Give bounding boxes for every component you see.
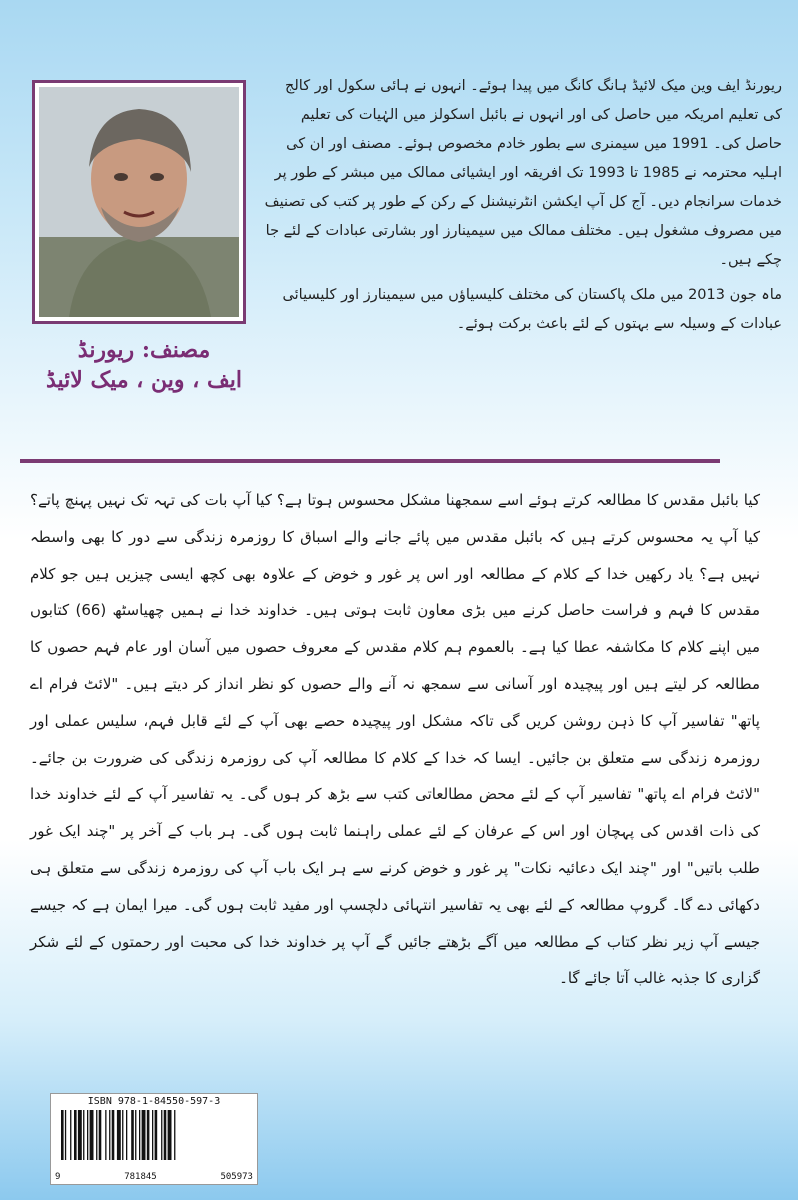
- barcode-digits-mid: 781845: [124, 1172, 157, 1182]
- author-photo-frame: [32, 80, 246, 324]
- barcode-digit-left: 9: [55, 1172, 61, 1182]
- author-portrait-image: [39, 87, 239, 317]
- author-bio: [262, 72, 782, 345]
- isbn-barcode: [50, 1093, 258, 1185]
- bio-paragraph-2: ماہ جون 2013 میں ملک پاکستان کی مختلف کلیسیاؤں میں سیمینارز اور کلیسیائی عبادات کے وسیلہ سے بہتوں کے لئے باعث برکت ہوئے۔: [282, 287, 782, 332]
- barcode-digits: [55, 1172, 253, 1182]
- author-photo: [39, 87, 239, 317]
- bio-paragraph-1: ریورنڈ ایف وین میک لائیڈ ہانگ کانگ میں پیدا ہوئے۔ انہوں نے ہائی سکول اور کالج کی تعلیم امریکہ میں حاصل کی اور انہوں نے بائبل اسکولز میں الہٰیات کی تعلیم حاصل کی۔ 1991 میں سیمنری سے بطور خادم مخصوص ہوئے۔ مصنف اور ان کی اہلیہ محترمہ نے 1985 تا 1993 تک افریقہ اور ایشیائی ممالک میں مبشر کے طور پر خدمات سرانجام دیں۔ آج کل آپ ایکشن انٹرنیشنل کے رکن کے طور پر کتب کی تصنیف میں مصروف مشغول ہیں۔ مختلف ممالک میں سیمینارز اور بشارتی عبادات کے لئے جا چکے ہیں۔: [264, 78, 782, 268]
- description-paragraph: کیا بائبل مقدس کا مطالعہ کرتے ہوئے اسے سمجھنا مشکل محسوس ہوتا ہے؟ کیا آپ بات کی تہہ تک نہیں پہنچ پاتے؟ کیا آپ یہ محسوس کرتے ہیں کہ بائبل مقدس میں پائے جانے والے اسباق کا روزمرہ زندگی سے دور کا بھی واسطہ نہیں ہے؟ یاد رکھیں خدا کے کلام کے مطالعہ اور اس پر غور و خوض کے علاوہ بھی کچھ ایسی چیزیں ہیں جو کلام مقدس کا فہم و فراست حاصل کرنے میں بڑی معاون ثابت ہوتی ہیں۔ خداوند خدا نے ہمیں چھیاسٹھ (66) کتابوں میں اپنے کلام کا مکاشفہ عطا کیا ہے۔ بالعموم ہم کلام مقدس کے معروف حصوں میں آسان اور عام فہم حصوں کا مطالعہ کر لیتے ہیں اور پیچیدہ اور آسانی سے سمجھ نہ آنے والے حصوں کو نظر انداز کر دیتے ہیں۔ "لائٹ فرام اے پاتھ" تفاسیر آپ کا ذہن روشن کریں گی تاکہ مشکل اور پیچیدہ حصے بھی آپ کے لئے قابل فہم، سلیس عملی اور روزمرہ زندگی سے متعلق بن جائیں۔ ایسا کہ خدا کے کلام کا مطالعہ آپ کی روزمرہ زندگی کی ضرورت بن جائے۔ "لائٹ فرام اے پاتھ" تفاسیر آپ کے لئے محض مطالعاتی کتب سے بڑھ کر ہوں گی۔ یہ تفاسیر آپ کے لئے خداوند خدا کی ذات اقدس کی پہچان اور اس کے عرفان کے لئے عملی راہنما ثابت ہوں گی۔ ہر باب کے آخر پر "چند ایک غور طلب باتیں" اور "چند ایک دعائیہ نکات" پر غور و خوض کرنے سے ہر ایک باب آپ کی روزمرہ زندگی سے متعلق ہی دکھائی دے گا۔ گروپ مطالعہ کے لئے بھی یہ تفاسیر انتہائی دلچسپ اور مفید ثابت ہوں گی۔ میرا ایمان ہے کہ جیسے جیسے آپ زیر نظر کتاب کے مطالعہ میں آگے بڑھتے جائیں گے آپ پر خداوند خدا کی محبت اور رحمتوں کے لئے شکر گزاری کا جذبہ غالب آتا جائے گا۔: [30, 491, 760, 988]
- back-cover-description: [30, 482, 760, 997]
- isbn-label: ISBN 978-1-84550-597-3: [87, 1096, 221, 1107]
- barcode-digits-right: 505973: [220, 1172, 253, 1182]
- barcode-bars: [59, 1110, 251, 1168]
- author-caption-line1: مصنف: ریورنڈ: [77, 337, 211, 363]
- section-divider: [20, 459, 720, 463]
- author-caption: [24, 335, 264, 395]
- author-caption-line2: ایف ، وین ، میک لائیڈ: [46, 367, 242, 393]
